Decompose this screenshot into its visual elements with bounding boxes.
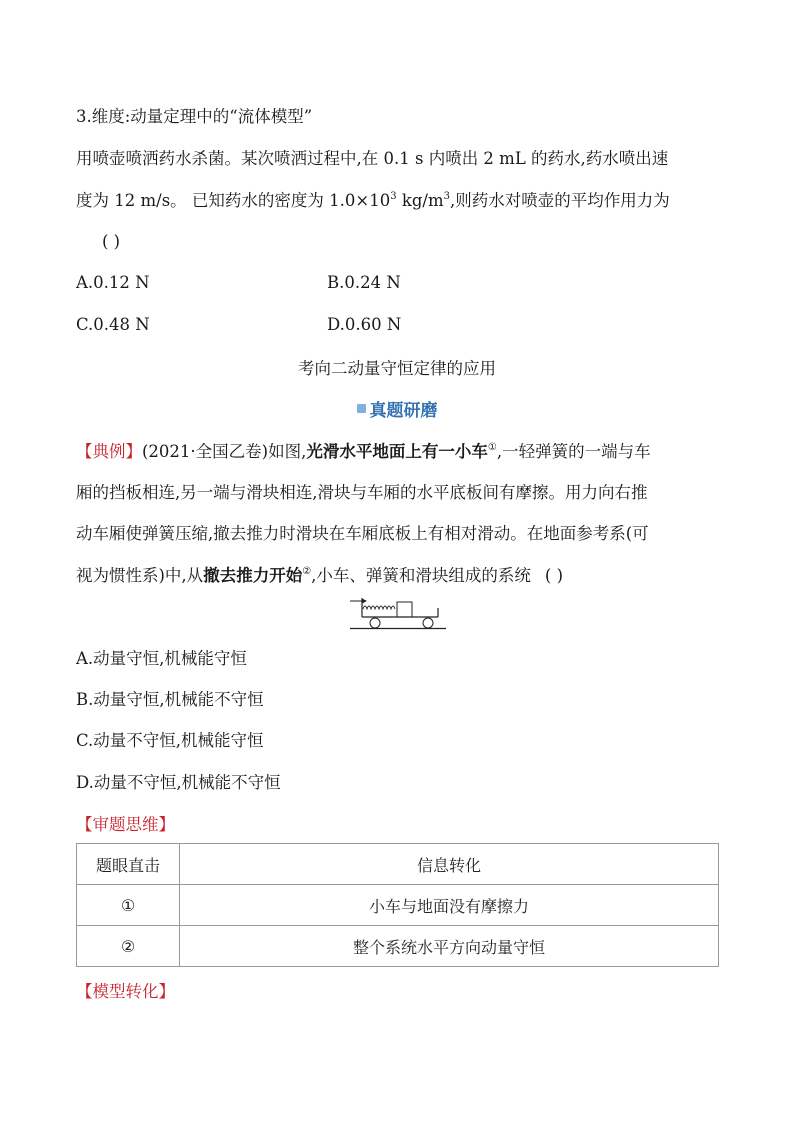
table-cell: 整个系统水平方向动量守恒 xyxy=(180,926,719,967)
question3-option-b: B.0.24 N xyxy=(327,273,401,292)
model-title: 【模型转化】 xyxy=(76,982,175,1001)
question3-stem-line2: 度为 12 m/s。 已知药水的密度为 $1.0\times 10^3$ $kg/m^3$,则药水对喷壶的平均作用力为 xyxy=(76,191,670,210)
square-icon xyxy=(357,404,366,413)
question3-answer-blank: ( ) xyxy=(102,232,121,251)
question3-option-d: D.0.60 N xyxy=(327,315,402,334)
table-row xyxy=(77,885,719,926)
badge-zhenti xyxy=(357,396,438,421)
table-row xyxy=(77,926,719,967)
wheel-left xyxy=(370,618,380,628)
question3-stem-line1: 用喷壶喷洒药水杀菌。某次喷洒过程中,在 0.1 s 内喷出 2 mL 的药水,药水喷出速 xyxy=(76,149,669,168)
question3-title: 3.维度:动量定理中的“流体模型” xyxy=(76,107,313,126)
slider-block xyxy=(397,602,412,617)
question3-option-a: A.0.12 N xyxy=(76,273,150,292)
example-answer-blank: ( ) xyxy=(544,566,564,585)
key-phrase-1: 光滑水平地面上有一小车 xyxy=(306,442,488,461)
example-tag: 【典例】 xyxy=(76,442,142,461)
cart-spring-figure xyxy=(348,595,448,631)
example-option-b: B.动量守恒,机械能不守恒 xyxy=(76,690,264,709)
badge-row xyxy=(0,396,794,421)
table-cell: ② xyxy=(77,926,180,967)
table-header-cell: 信息转化 xyxy=(180,844,719,885)
key-phrase-2: 撤去推力开始 xyxy=(203,566,303,585)
review-table xyxy=(76,843,719,967)
table-cell: ① xyxy=(77,885,180,926)
example-line2: 厢的挡板相连,另一端与滑块相连,滑块与车厢的水平底板间有摩擦。用力向右推 xyxy=(76,483,648,502)
table-header-row xyxy=(77,844,719,885)
example-line4: 视为惯性系)中,从撤去推力开始②,小车、弹簧和滑块组成的系统 ( ) xyxy=(76,566,564,585)
marker-1: ① xyxy=(487,442,497,453)
marker-2: ② xyxy=(302,566,312,577)
example-option-c: C.动量不守恒,机械能守恒 xyxy=(76,731,264,750)
review-title: 【审题思维】 xyxy=(76,815,175,834)
push-arrow-head xyxy=(362,599,367,604)
spring-coil xyxy=(363,606,395,609)
example-line1: 【典例】(2021·全国乙卷)如图,光滑水平地面上有一小车①,一轻弹簧的一端与车 xyxy=(76,442,651,461)
question3-option-c: C.0.48 N xyxy=(76,315,150,334)
table-header-cell: 题眼直击 xyxy=(77,844,180,885)
example-line3: 动车厢使弹簧压缩,撤去推力时滑块在车厢底板上有相对滑动。在地面参考系(可 xyxy=(76,524,649,543)
table-cell: 小车与地面没有摩擦力 xyxy=(180,885,719,926)
example-option-a: A.动量守恒,机械能守恒 xyxy=(76,649,247,668)
wheel-right xyxy=(423,618,433,628)
example-option-d: D.动量不守恒,机械能不守恒 xyxy=(76,773,281,792)
section-title: 考向二动量守恒定律的应用 xyxy=(298,359,496,378)
badge-label: 真题研磨 xyxy=(369,401,438,421)
